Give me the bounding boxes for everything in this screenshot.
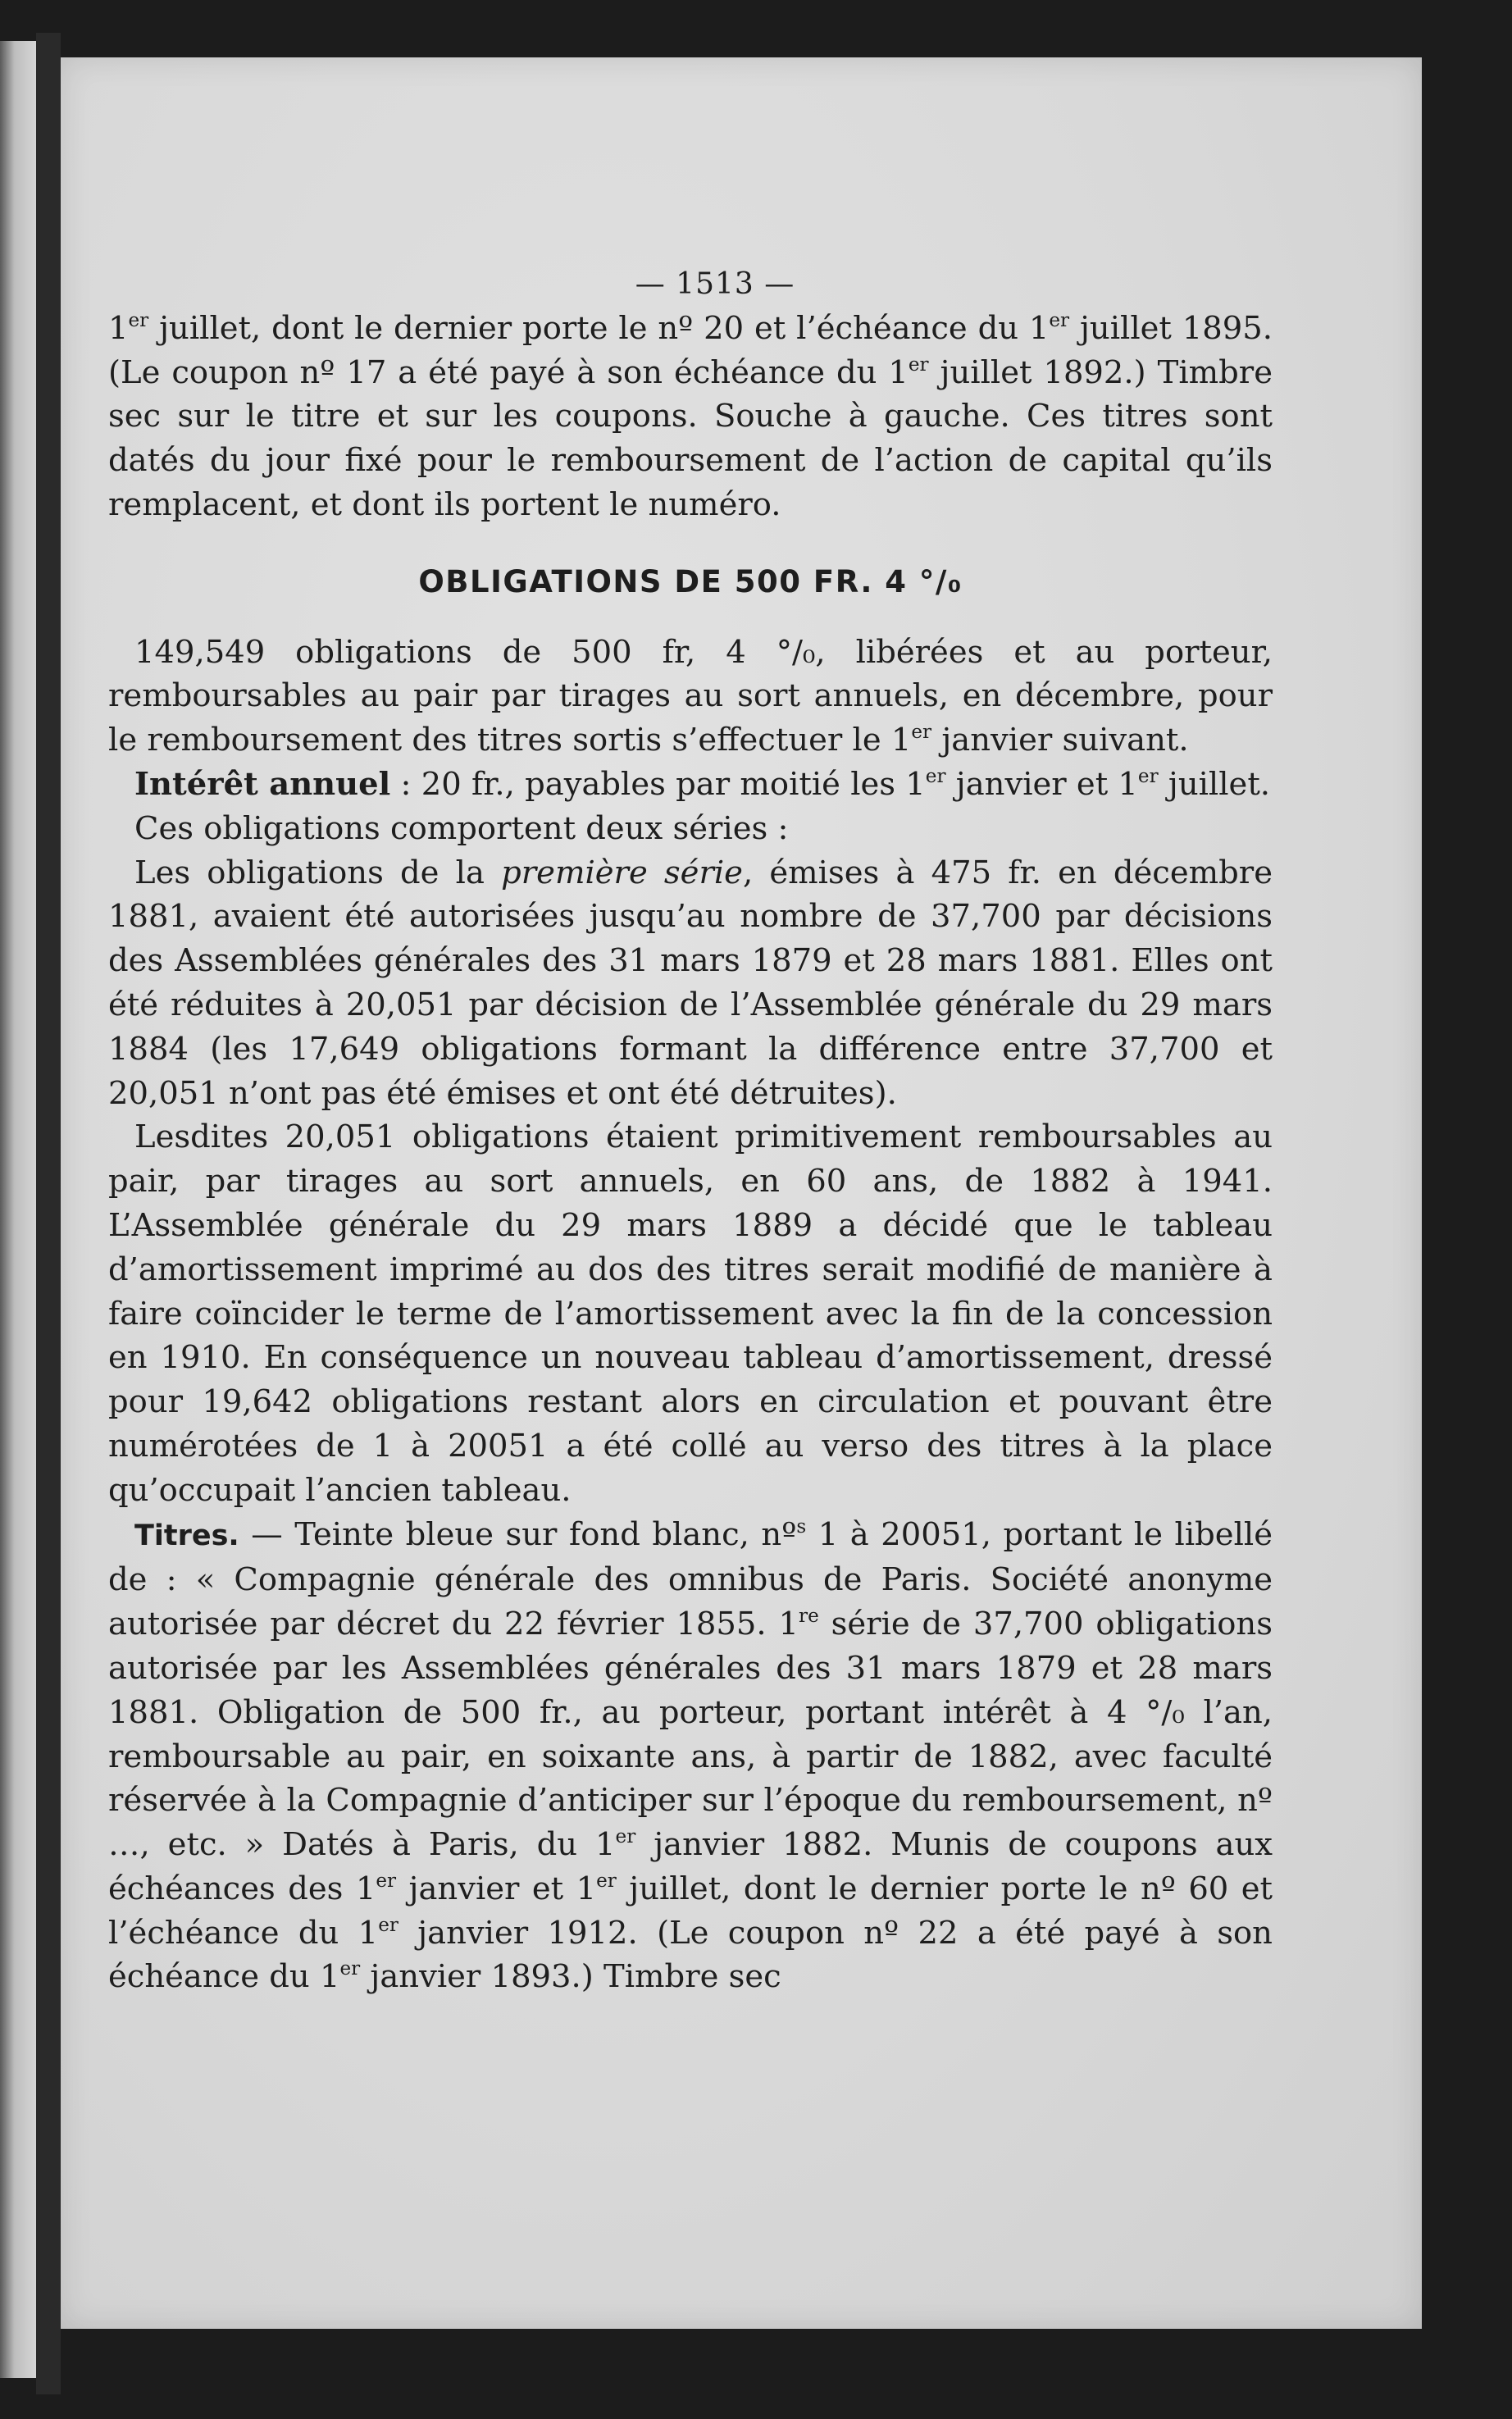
- adjacent-page-edge: [0, 41, 36, 2378]
- text-run: série de 37,700 obligations autorisée par les Assemblées générales des 31 mars 1879 et 28 mars 1881. Obligation de 500 fr., au porteur, portant intérêt à 4 °/₀ l’an, remboursable au pair, en soixante ans, à partir de 1882, avec faculté réservée à la Compagnie d’anticiper sur l’époque du remboursement, nº …, etc. » Datés à Paris, du 1: [108, 1606, 1273, 1864]
- paragraph-titles: [108, 1513, 1273, 2000]
- paragraph-obligations-intro: [108, 631, 1273, 763]
- text-run: juillet 1895. (Le coupon nº 17 a été payé à son échéance du 1: [108, 309, 1273, 391]
- page-number: — 1513 —: [635, 267, 795, 301]
- paragraph-series-intro: Ces obligations comportent deux séries :: [134, 809, 789, 847]
- superscript: re: [799, 1606, 819, 1628]
- paragraph-amortization: Lesdites 20,051 obligations étaient primitivement remboursables au pair, par tirages au sort annuels, en 60 ans, de 1882 à 1941. L’Assemblée générale du 29 mars 1889 a décidé que le tableau d’amortissement imprimé au dos des titres serait modifié de manière à faire coïncider le terme de l’amortissement avec la fin de la concession en 1910. En conséquence un nouveau tableau d’amortissement, dressé pour 19,642 obligations restant alors en circulation et pouvant être numérotées de 1 à 20051 a été collé au verso des titres à la place qu’occupait l’ancien tableau.: [108, 1118, 1273, 1509]
- paragraph-coupon-continuation: [108, 307, 1273, 527]
- text-run: 1: [108, 309, 129, 347]
- text-run: juillet.: [1158, 765, 1271, 803]
- superscript: er: [1049, 309, 1070, 331]
- text-run: janvier et 1: [945, 765, 1138, 803]
- text-run: janvier 1882. Munis de coupons aux échéances des 1: [108, 1826, 1273, 1907]
- superscript: er: [1137, 765, 1159, 787]
- superscript: er: [378, 1914, 398, 1936]
- text-run: : 20 fr., payables par moitié les 1: [390, 765, 926, 803]
- book-gutter: [36, 33, 61, 2394]
- text-run: juillet, dont le dernier porte le nº 60 et l’échéance du 1: [108, 1870, 1273, 1952]
- superscript: er: [128, 309, 149, 331]
- superscript: s: [796, 1515, 807, 1538]
- text-run: — Teinte bleue sur fond blanc, nº: [239, 1515, 797, 1553]
- superscript: er: [596, 1870, 617, 1892]
- section-heading: OBLIGATIONS DE 500 FR. 4 °/₀: [418, 563, 963, 599]
- text-run: janvier 1912. (Le coupon nº 22 a été payé à son échéance du 1: [108, 1914, 1273, 1996]
- superscript: er: [911, 722, 932, 744]
- superscript: er: [615, 1826, 636, 1848]
- titles-label: Titres.: [134, 1519, 239, 1552]
- superscript: er: [376, 1870, 397, 1892]
- paragraph-first-series: [108, 851, 1273, 1116]
- italic-term: première série: [501, 854, 743, 891]
- interest-label: Intérêt annuel: [134, 765, 391, 803]
- scanned-page: [61, 57, 1422, 2329]
- text-run: janvier et 1: [396, 1870, 597, 1907]
- text-run: Les obligations de la: [134, 854, 502, 891]
- text-run: juillet 1892.) Timbre sec sur le titre et sur les coupons. Souche à gauche. Ces titres sont datés du jour fixé pour le remboursement de l’action de capital qu’ils remplacent, et dont ils portent le numéro.: [108, 353, 1273, 523]
- page-content: [108, 262, 1273, 1999]
- superscript: er: [908, 353, 929, 376]
- text-run: 149,549 obligations de 500 fr, 4 °/₀, libérées et au porteur, remboursables au pair par tirages au sort annuels, en décembre, pour le remboursement des titres sortis s’effectuer le 1: [108, 633, 1273, 759]
- text-run: juillet, dont le dernier porte le nº 20 et l’échéance du 1: [148, 309, 1050, 347]
- text-run: , émises à 475 fr. en décembre 1881, avaient été autorisées jusqu’au nombre de 37,700 par décisions des Assemblées générales des 31 mars 1879 et 28 mars 1881. Elles ont été réduites à 20,051 par décision de l’Assemblée générale du 29 mars 1884 (les 17,649 obligations formant la différence entre 37,700 et 20,051 n’ont pas été émises et ont été détruites).: [108, 854, 1273, 1112]
- text-run: janvier 1893.) Timbre sec: [360, 1958, 781, 1996]
- text-run: 1 à 20051, portant le libellé de : « Compagnie générale des omnibus de Paris. Société anonyme autorisée par décret du 22 février 1855. 1: [108, 1515, 1273, 1643]
- superscript: er: [925, 765, 946, 787]
- superscript: er: [339, 1958, 361, 1980]
- paragraph-interest: [108, 763, 1273, 807]
- text-run: janvier suivant.: [931, 722, 1189, 759]
